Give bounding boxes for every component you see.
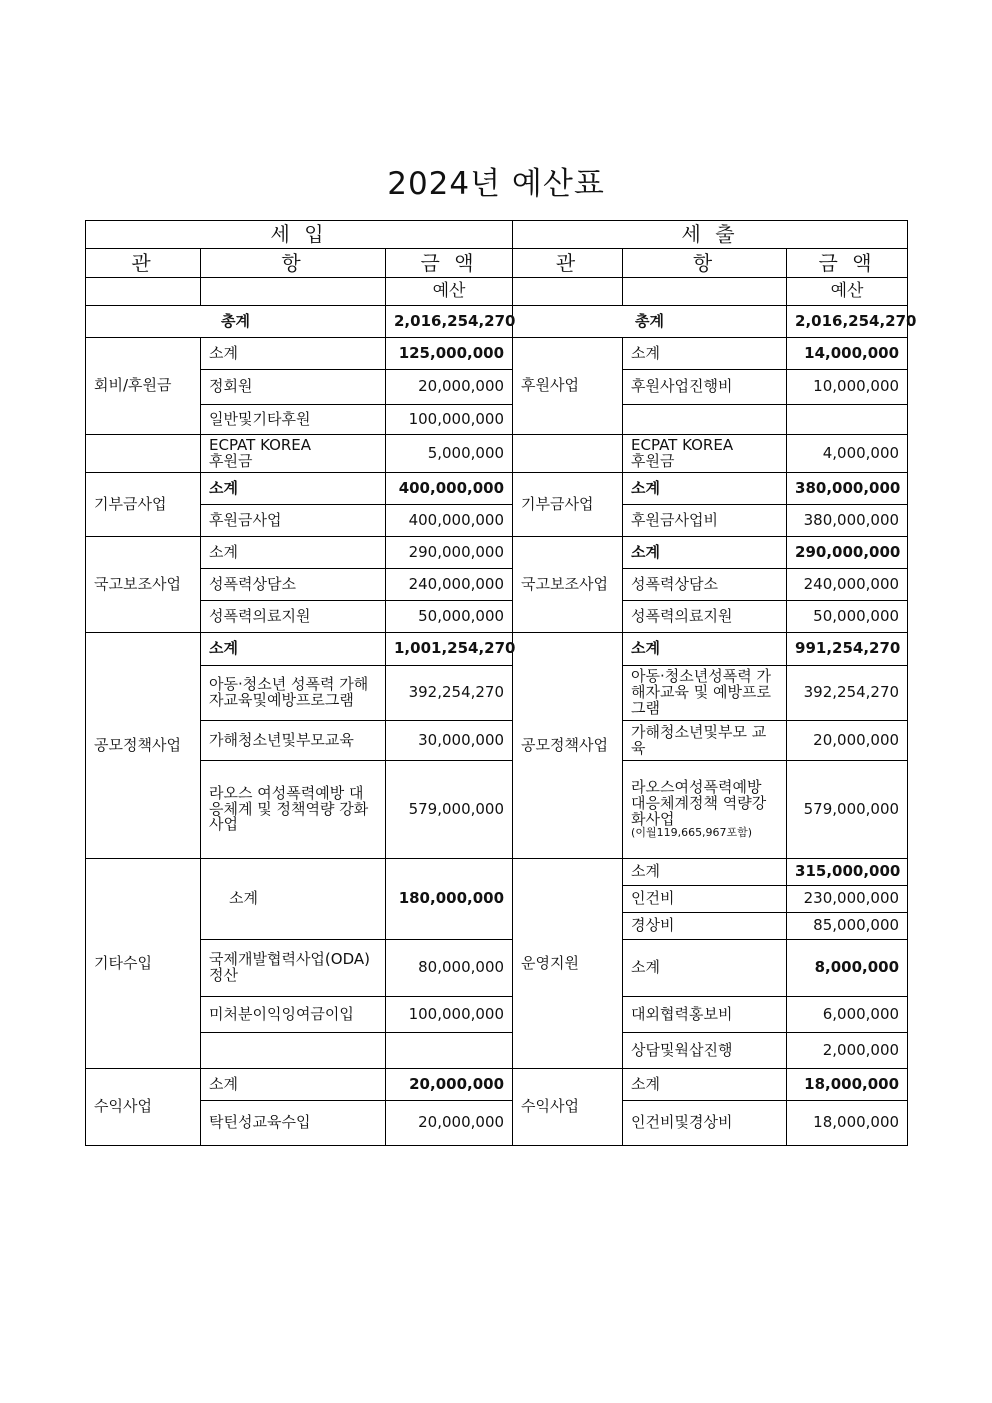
hang-cell: 가해청소년및부모교육 (201, 721, 386, 761)
hang-cell: 인건비 (623, 886, 787, 913)
amount-cell: 579,000,000 (386, 761, 513, 859)
amount-cell: 20,000,000 (386, 1101, 513, 1146)
amount-cell: 290,000,000 (787, 537, 908, 569)
total-label: 총계 (513, 306, 787, 338)
income-header: 세 입 (86, 221, 513, 249)
amount-cell: 20,000,000 (386, 370, 513, 405)
hang-cell: 가해청소년및부모 교육 (623, 721, 787, 761)
gwan-cell: 운영지원 (513, 859, 623, 1069)
amount-cell: 100,000,000 (386, 405, 513, 435)
amount-cell: 230,000,000 (787, 886, 908, 913)
total-label: 총계 (86, 306, 386, 338)
hang-cell: 후원금사업 (201, 505, 386, 537)
hang-cell (623, 761, 787, 859)
gwan-cell: 공모정책사업 (86, 633, 201, 859)
amount-cell: 8,000,000 (787, 940, 908, 997)
hang-cell: 소계 (201, 1069, 386, 1101)
hang-cell: 라오스 여성폭력예방 대응체계 및 정책역량 강화사업 (201, 761, 386, 859)
total-expense: 2,016,254,270 (787, 306, 908, 338)
hang-cell: 성폭력상담소 (623, 569, 787, 601)
col-hang: 항 (623, 249, 787, 278)
col-gwan: 관 (86, 249, 201, 278)
hang-cell: 소계 (201, 537, 386, 569)
amount-cell: 4,000,000 (787, 435, 908, 473)
amount-cell: 579,000,000 (787, 761, 908, 859)
gwan-cell: 기부금사업 (86, 473, 201, 537)
hang-cell: 소계 (623, 633, 787, 666)
hang-cell: 성폭력의료지원 (623, 601, 787, 633)
carry-note: (이월119,665,967포함) (631, 826, 753, 840)
amount-cell: 80,000,000 (386, 940, 513, 997)
amount-cell: 400,000,000 (386, 505, 513, 537)
hang-text: 라오스여성폭력예방 대응체계정책 역량강화사업 (631, 778, 767, 828)
gwan-cell: 공모정책사업 (513, 633, 623, 859)
hang-cell: 소계 (201, 859, 386, 940)
gwan-cell: 기타수입 (86, 859, 201, 1069)
col-amount: 금 액 (787, 249, 908, 278)
amount-cell: 380,000,000 (787, 505, 908, 537)
gwan-cell: 수익사업 (513, 1069, 623, 1146)
amount-cell: 2,000,000 (787, 1033, 908, 1069)
amount-cell: 50,000,000 (386, 601, 513, 633)
gwan-cell: 후원사업 (513, 338, 623, 435)
hang-cell: 대외협력홍보비 (623, 997, 787, 1033)
col-gwan: 관 (513, 249, 623, 278)
amount-cell: 5,000,000 (386, 435, 513, 473)
hang-cell: 후원금사업비 (623, 505, 787, 537)
col-hang: 항 (201, 249, 386, 278)
hang-cell: 소계 (201, 338, 386, 370)
amount-cell: 50,000,000 (787, 601, 908, 633)
amount-cell: 392,254,270 (386, 666, 513, 721)
hang-cell: 소계 (623, 473, 787, 505)
hang-cell: 미처분이익잉여금이입 (201, 997, 386, 1033)
hang-cell: 소계 (623, 859, 787, 886)
amount-cell: 6,000,000 (787, 997, 908, 1033)
amount-cell: 14,000,000 (787, 338, 908, 370)
amount-cell: 180,000,000 (386, 859, 513, 940)
hang-cell: 소계 (623, 338, 787, 370)
col-budget: 예산 (386, 278, 513, 306)
hang-cell: 성폭력상담소 (201, 569, 386, 601)
expense-header: 세 출 (513, 221, 908, 249)
amount-cell: 125,000,000 (386, 338, 513, 370)
hang-cell: 상담및웍삽진행 (623, 1033, 787, 1069)
hang-cell: 소계 (623, 940, 787, 997)
amount-cell: 20,000,000 (787, 721, 908, 761)
amount-cell: 85,000,000 (787, 913, 908, 940)
hang-cell: 소계 (623, 537, 787, 569)
hang-cell: 소계 (201, 473, 386, 505)
amount-cell: 400,000,000 (386, 473, 513, 505)
amount-cell: 315,000,000 (787, 859, 908, 886)
total-income: 2,016,254,270 (386, 306, 513, 338)
amount-cell: 380,000,000 (787, 473, 908, 505)
amount-cell: 290,000,000 (386, 537, 513, 569)
amount-cell: 18,000,000 (787, 1101, 908, 1146)
gwan-cell: 국고보조사업 (86, 537, 201, 633)
amount-cell: 100,000,000 (386, 997, 513, 1033)
hang-cell: 인건비및경상비 (623, 1101, 787, 1146)
col-budget: 예산 (787, 278, 908, 306)
gwan-cell: 국고보조사업 (513, 537, 623, 633)
hang-cell: 정회원 (201, 370, 386, 405)
hang-cell: ECPAT KOREA 후원금 (623, 435, 787, 473)
hang-cell: 탁틴성교육수입 (201, 1101, 386, 1146)
hang-cell: 일반및기타후원 (201, 405, 386, 435)
hang-cell: 소계 (201, 633, 386, 666)
gwan-cell: 수익사업 (86, 1069, 201, 1146)
hang-cell: 성폭력의료지원 (201, 601, 386, 633)
amount-cell: 10,000,000 (787, 370, 908, 405)
col-amount: 금 액 (386, 249, 513, 278)
amount-cell: 20,000,000 (386, 1069, 513, 1101)
page-title: 2024년 예산표 (387, 166, 605, 202)
amount-cell: 18,000,000 (787, 1069, 908, 1101)
hang-cell: 후원사업진행비 (623, 370, 787, 405)
hang-cell: 소계 (623, 1069, 787, 1101)
amount-cell: 240,000,000 (386, 569, 513, 601)
hang-cell: 아동·청소년 성폭력 가해자교육및예방프로그램 (201, 666, 386, 721)
amount-cell: 1,001,254,270 (386, 633, 513, 666)
gwan-cell: 기부금사업 (513, 473, 623, 537)
hang-cell: 국제개발협력사업(ODA)정산 (201, 940, 386, 997)
amount-cell: 240,000,000 (787, 569, 908, 601)
amount-cell: 991,254,270 (787, 633, 908, 666)
amount-cell: 30,000,000 (386, 721, 513, 761)
hang-cell: ECPAT KOREA 후원금 (201, 435, 386, 473)
budget-table (85, 220, 917, 1146)
hang-cell: 아동·청소년성폭력 가해자교육 및 예방프로그램 (623, 666, 787, 721)
amount-cell: 392,254,270 (787, 666, 908, 721)
hang-cell: 경상비 (623, 913, 787, 940)
gwan-cell: 회비/후원금 (86, 338, 201, 435)
